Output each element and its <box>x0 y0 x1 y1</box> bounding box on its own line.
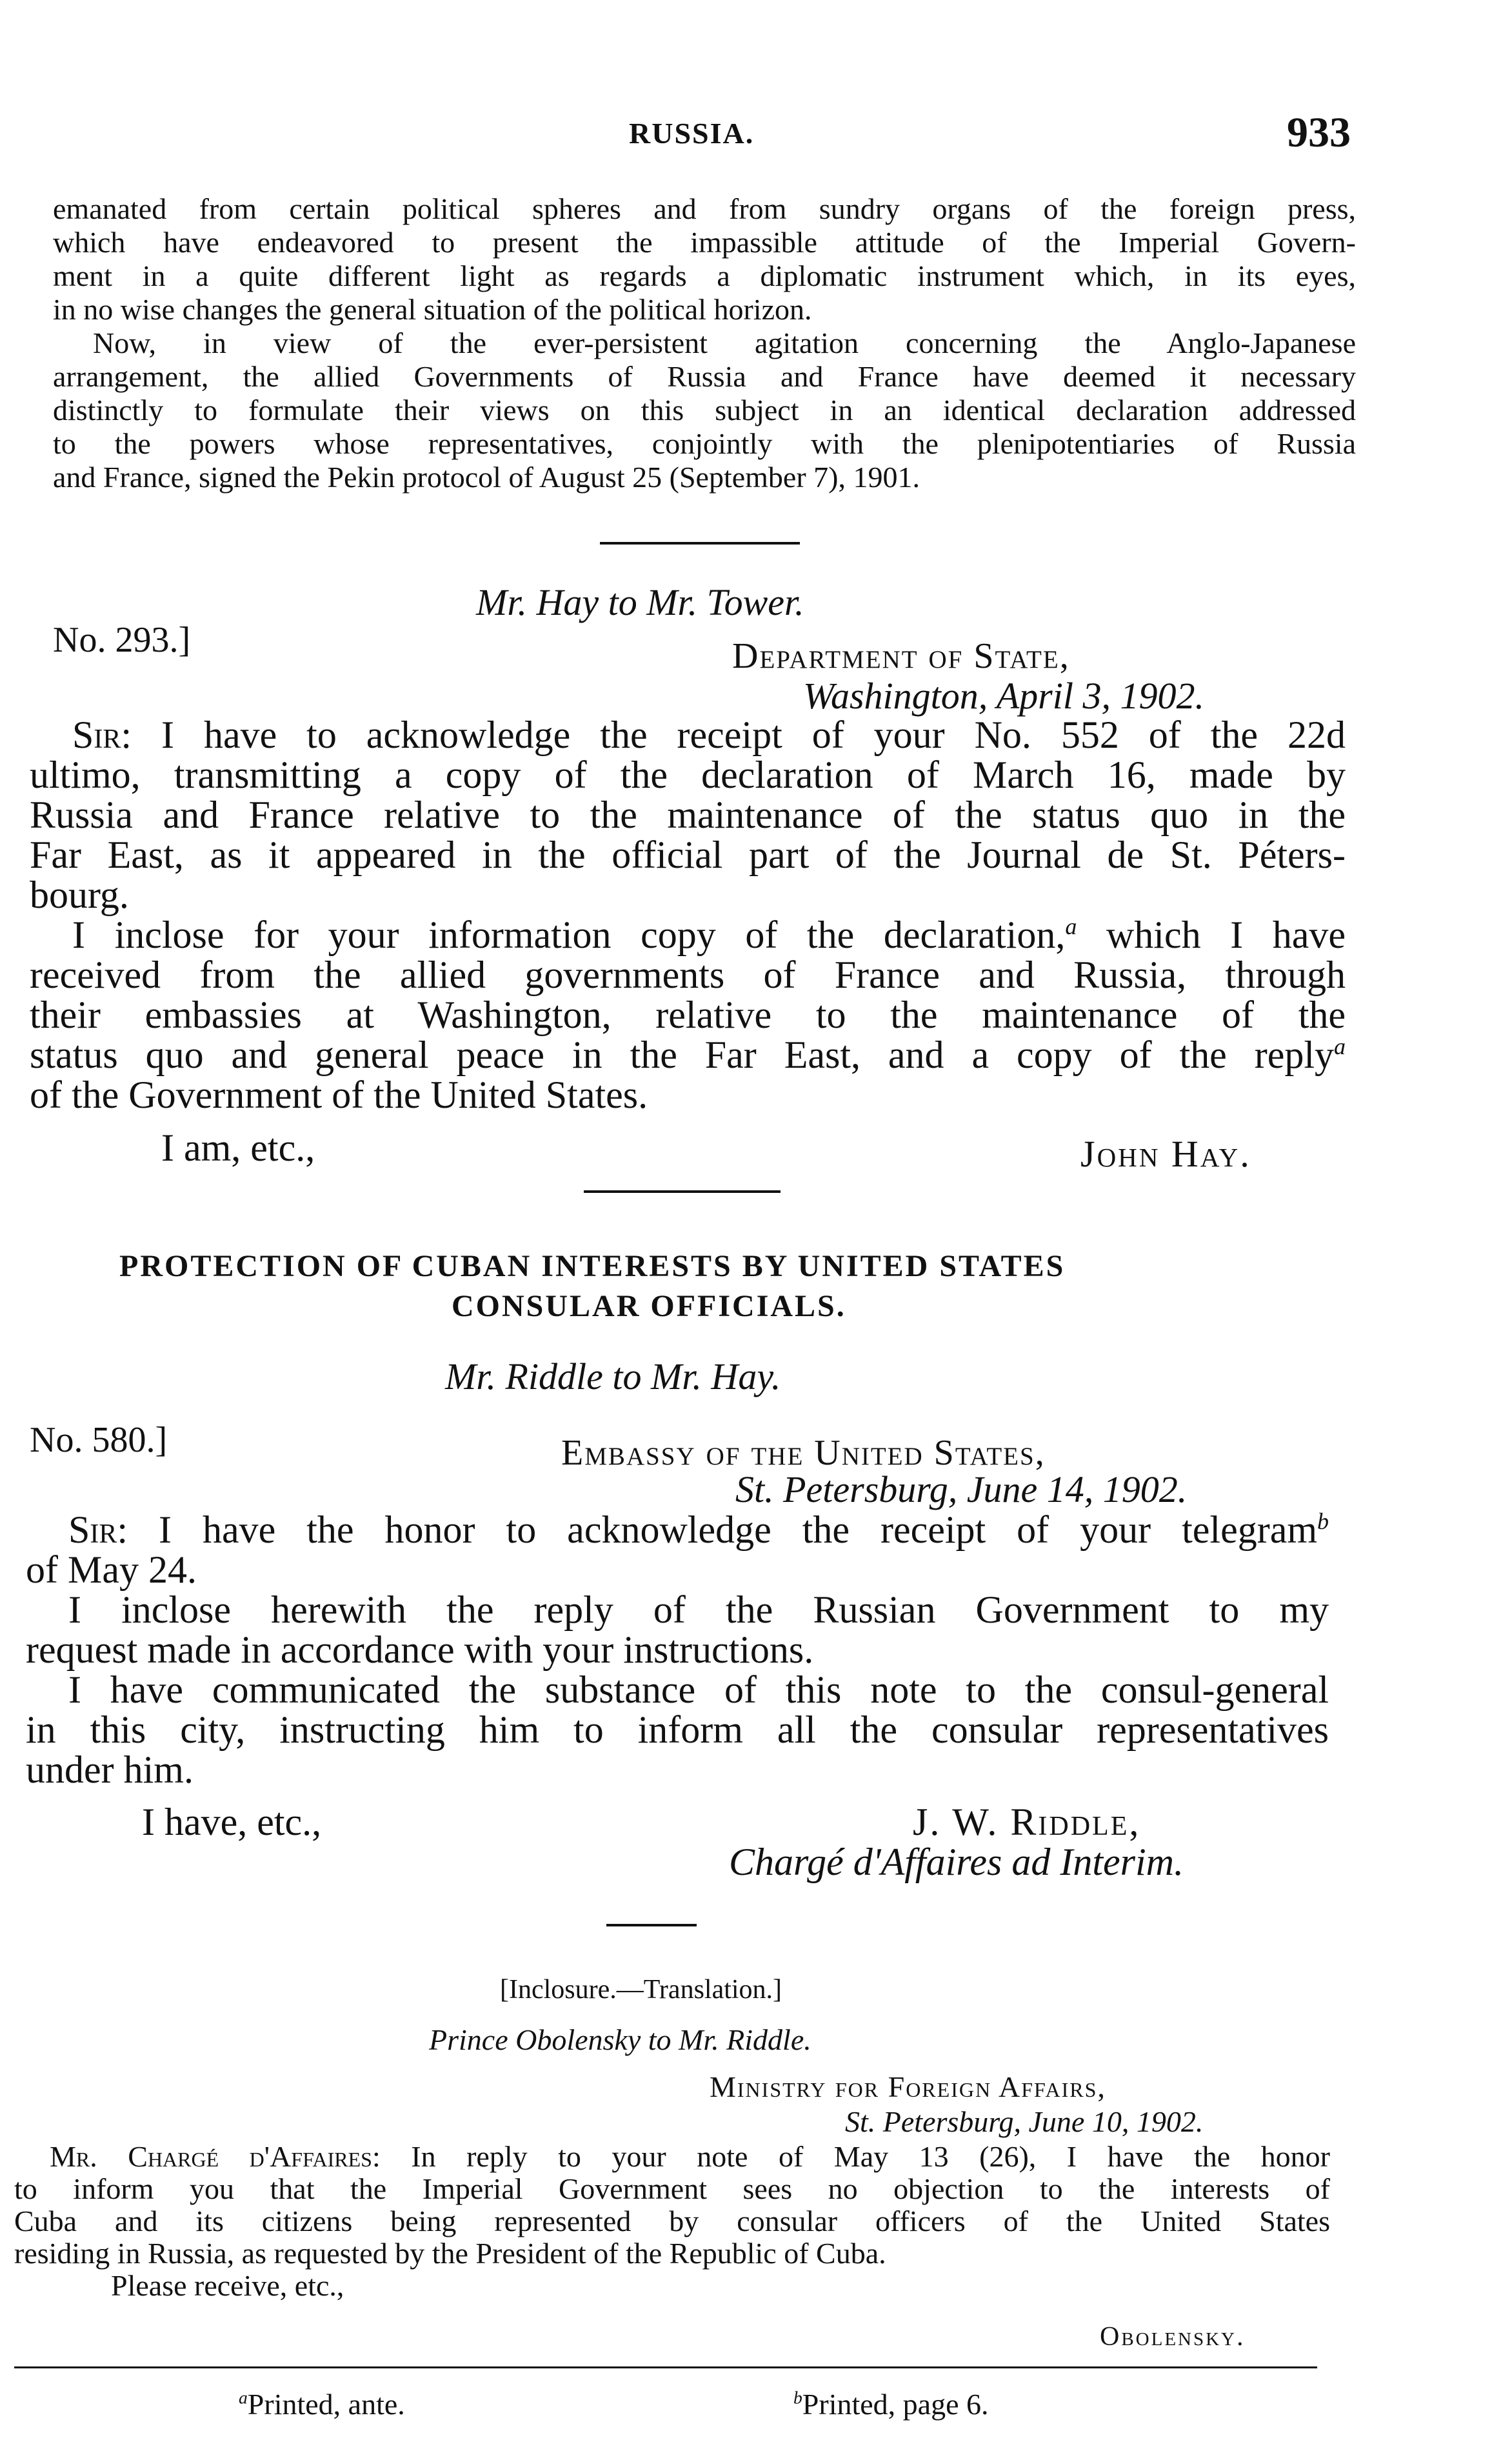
letter1-line: their embassies at Washington, relative to the maintenance of the <box>30 994 1346 1036</box>
letter2-line: I inclose herewith the reply of the Russian Government to my <box>68 1588 1329 1631</box>
salutation: Sir: <box>72 714 132 756</box>
letter1-line: ultimo, transmitting a copy of the declaration of March 16, made by <box>30 754 1346 796</box>
footnote-mark: a <box>239 2387 248 2408</box>
letter2-line: of May 24. <box>26 1548 197 1591</box>
intro-line: to the powers whose representatives, conjointly with the plenipotentiaries of Russia <box>53 427 1356 460</box>
letter2-line: request made in accordance with your instructions. <box>26 1628 814 1671</box>
letter1-heading: Mr. Hay to Mr. Tower. <box>476 581 804 623</box>
letter1-line: received from the allied governments of France and Russia, through <box>30 954 1346 996</box>
letter1-line: Russia and France relative to the maintenance of the status quo in the <box>30 794 1346 836</box>
letter2-line: under him. <box>26 1748 194 1791</box>
page-number: 933 <box>1287 109 1351 156</box>
intro-line: emanated from certain political spheres and from sundry organs of the foreign press, <box>53 192 1356 225</box>
inclosure-label: [Inclosure.—Translation.] <box>500 1975 782 2005</box>
footnote-mark: b <box>793 2387 802 2408</box>
separator-rule <box>600 542 800 545</box>
letter2-heading: Mr. Riddle to Mr. Hay. <box>445 1355 781 1397</box>
footnote-mark: b <box>1317 1508 1329 1534</box>
letter2-closing: I have, etc., <box>142 1801 322 1843</box>
letter2-signature: J. W. Riddle, <box>913 1801 1141 1843</box>
letter2-signature-title: Chargé d'Affaires ad Interim. <box>729 1841 1184 1883</box>
letter2-number: No. 580.] <box>30 1420 168 1460</box>
letter1-line: Sir: I have to acknowledge the receipt of your No. 552 of the 22d <box>72 714 1346 756</box>
intro-line: distinctly to formulate their views on this subject in an identical declaration addressed <box>53 394 1356 426</box>
letter2-place-date: St. Petersburg, June 14, 1902. <box>735 1468 1188 1510</box>
letter1-closing: I am, etc., <box>161 1126 315 1169</box>
inclosure-place-date: St. Petersburg, June 10, 1902. <box>845 2105 1204 2138</box>
section-title: PROTECTION OF CUBAN INTERESTS BY UNITED STATES <box>119 1249 1066 1283</box>
inclosure-line: to inform you that the Imperial Government sees no objection to the interests of <box>14 2172 1330 2205</box>
footnote-rule <box>14 2366 1317 2368</box>
separator-rule <box>606 1924 697 1926</box>
letter1-line: of the Government of the United States. <box>30 1074 648 1116</box>
inclosure-line: Cuba and its citizens being represented by consular officers of the United States <box>14 2205 1330 2237</box>
inclosure-heading: Prince Obolensky to Mr. Riddle. <box>429 2023 811 2056</box>
inclosure-ministry: Ministry for Foreign Affairs, <box>710 2070 1106 2103</box>
salutation: Sir: <box>68 1508 128 1551</box>
letter1-body <box>30 715 1346 1115</box>
inclosure-line: Mr. Chargé d'Affaires: In reply to your note of May 13 (26), I have the honor <box>50 2140 1330 2173</box>
intro-line: which have endeavored to present the impassible attitude of the Imperial Govern- <box>53 226 1356 259</box>
inclosure-signature: Obolensky. <box>1100 2322 1246 2352</box>
intro-text <box>53 192 1356 494</box>
salutation: Mr. Chargé d'Affaires: <box>50 2140 381 2173</box>
footnote-a: $^a$Printed, ante. <box>239 2387 405 2421</box>
letter2-body <box>26 1510 1329 1790</box>
letter1-signature: John Hay. <box>1080 1133 1251 1175</box>
intro-line: arrangement, the allied Governments of Russia and France have deemed it necessary <box>53 360 1356 393</box>
letter2-embassy: Embassy of the United States, <box>561 1433 1046 1473</box>
letter2-line: in this city, instructing him to inform all the consular representatives <box>26 1708 1329 1751</box>
letter1-line: status quo and general peace in the Far East, and a copy of the reply$^a$ <box>30 1034 1346 1076</box>
section-title-continued: CONSULAR OFFICIALS. <box>452 1289 846 1323</box>
intro-line: Now, in view of the ever-persistent agitation concerning the Anglo-Japanese <box>93 326 1356 359</box>
letter1-line: bourg. <box>30 874 129 916</box>
letter1-number: No. 293.] <box>53 620 191 660</box>
letter2-line: I have communicated the substance of this note to the consul-general <box>68 1668 1329 1711</box>
letter1-department: Department of State, <box>732 636 1070 676</box>
intro-line: and France, signed the Pekin protocol of August 25 (September 7), 1901. <box>53 461 920 494</box>
letter1-place-date: Washington, April 3, 1902. <box>803 675 1204 717</box>
inclosure-line: Please receive, etc., <box>111 2269 344 2302</box>
inclosure-line: residing in Russia, as requested by the President of the Republic of Cuba. <box>14 2237 886 2270</box>
letter2-line: Sir: I have the honor to acknowledge the receipt of your telegram$^b$ <box>68 1508 1329 1551</box>
letter1-line: Far East, as it appeared in the official part of the Journal de St. Péters- <box>30 834 1346 876</box>
intro-line: ment in a quite different light as regards a diplomatic instrument which, in its eyes, <box>53 259 1356 292</box>
separator-rule <box>584 1190 781 1193</box>
footnote-mark: a <box>1065 914 1077 939</box>
intro-line: in no wise changes the general situation of the political horizon. <box>53 293 812 326</box>
inclosure-body <box>14 2141 1330 2302</box>
footnote-mark: a <box>1334 1034 1346 1059</box>
letter1-line: I inclose for your information copy of the declaration,$^a$ which I have <box>72 914 1346 956</box>
running-head: RUSSIA. <box>629 117 755 150</box>
footnote-b: $^b$Printed, page 6. <box>793 2387 989 2421</box>
